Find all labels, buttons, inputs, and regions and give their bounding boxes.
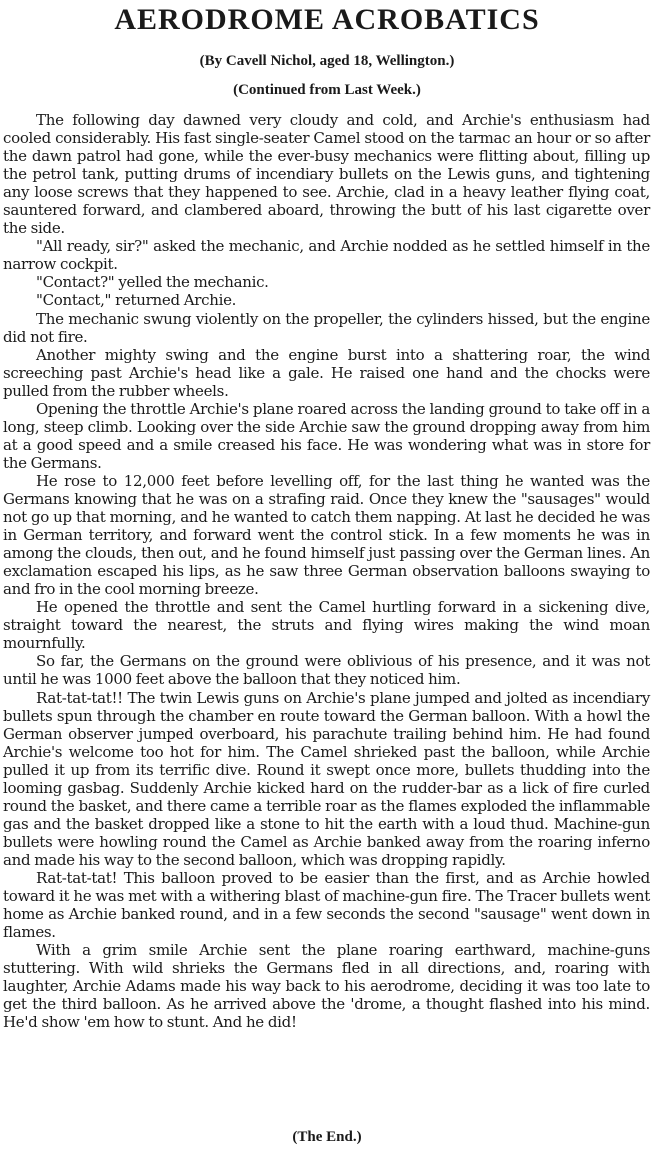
article-title: AERODROME ACROBATICS (114, 3, 540, 36)
the-end-note: (The End.) (292, 1129, 362, 1145)
paragraph: He opened the throttle and sent the Camel hurtling forward in a sickening dive, straight toward the nearest, the struts and flying wires making the wind moan mournfully. (3, 598, 650, 653)
paragraph: "Contact," returned Archie. (36, 291, 237, 310)
paragraph: Rat-tat-tat! This balloon proved to be easier than the first, and as Archie howled toward it he was met with a withering blast of machine-gun fire. The Tracer bullets went home as Archie banked round, and in a few seconds the second "sausage" went down in flames. (3, 868, 650, 942)
article-byline: (By Cavell Nichol, aged 18, Wellington.) (199, 53, 455, 69)
paragraph: The mechanic swung violently on the propeller, the cylinders hissed, but the engine did not fire. (3, 309, 650, 346)
paragraph: "Contact?" yelled the mechanic. (36, 273, 269, 292)
paragraph: The following day dawned very cloudy and cold, and Archie's enthusiasm had cooled considerably. His fast single-seater Camel stood on the tarmac an hour or so after the dawn patrol had gone, while the ever-busy mechanics were flitting about, filling up the petrol tank, putting drums of incendiary bullets on the Lewis guns, and tightening any loose screws that they happened to see. Archie, clad in a heavy leather flying coat, sauntered forward, and clambered aboard, throwing the butt of his last cigarette over the side. (3, 111, 650, 238)
paragraph: So far, the Germans on the ground were oblivious of his presence, and it was not until he was 1000 feet above the balloon that they noticed him. (3, 652, 650, 689)
paragraph: "All ready, sir?" asked the mechanic, and Archie nodded as he settled himself in the narrow cockpit. (3, 237, 650, 274)
paragraph: Another mighty swing and the engine burst into a shattering roar, the wind screeching past Archie's head like a gale. He raised one hand and the chocks were pulled from the rubber wheels. (3, 345, 650, 400)
paragraph: With a grim smile Archie sent the plane roaring earthward, machine-guns stuttering. With wild shrieks the Germans fled in all directions, and, roaring with laughter, Archie Adams made his way back to his aerodrome, deciding it was too late to get the third balloon. As he arrived above the 'drome, a thought flashed into his mind. He'd show 'em how to stunt. And he did! (3, 941, 650, 1032)
paragraph: Rat-tat-tat!! The twin Lewis guns on Archie's plane jumped and jolted as incendiary bullets spun through the chamber en route toward the German balloon. With a howl the German observer jumped overboard, his parachute trailing behind him. He had found Archie's welcome too hot for him. The Camel shrieked past the balloon, while Archie pulled it up from its terrific dive. Round it swept once more, bullets thudding into the looming gasbag. Suddenly Archie kicked hard on the rudder-bar as a lick of fire curled round the basket, and there came a terrible roar as the flames exploded the inflammable gas and the basket dropped like a stone to hit the earth with a loud thud. Machine-gun bullets were howling round the Camel as Archie banked away from the roaring inferno and made his way to the second balloon, which was dropping rapidly. (3, 688, 650, 869)
article-body (0, 111, 654, 1031)
continued-notice: (Continued from Last Week.) (233, 82, 421, 98)
paragraph: Opening the throttle Archie's plane roared across the landing ground to take off in a long, steep climb. Looking over the side Archie saw the ground dropping away from him at a good speed and a smile creased his face. He was wondering what was in store for the Germans. (3, 399, 650, 472)
paragraph: He rose to 12,000 feet before levelling off, for the last thing he wanted was the Germans knowing that he was on a strafing raid. Once they knew the "sausages" would not go up that morning, and he wanted to catch them napping. At last he decided he was in German territory, and forward went the control stick. In a few moments he was in among the clouds, then out, and he found himself just passing over the German lines. An exclamation escaped his lips, as he saw three German observation balloons swaying to and fro in the cool morning breeze. (3, 471, 650, 599)
